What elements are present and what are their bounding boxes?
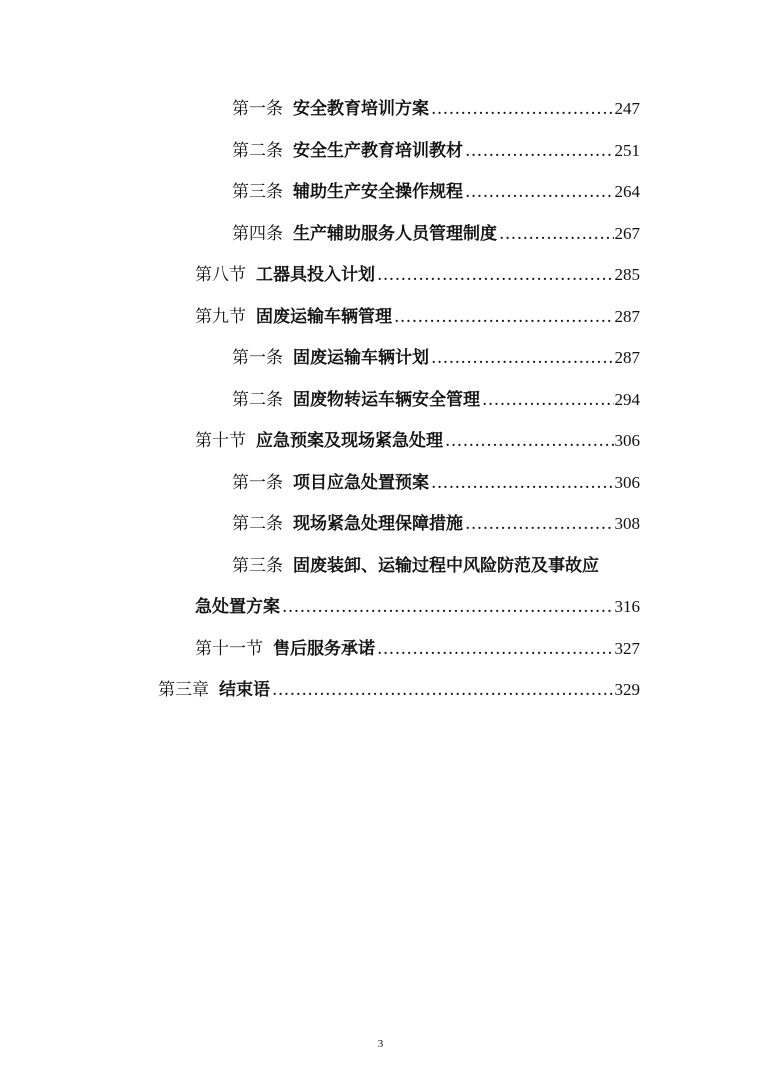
toc-entry-title: 项目应急处置预案 xyxy=(293,473,429,493)
toc-entry-title: 生产辅助服务人员管理制度 xyxy=(293,224,497,244)
toc-entry-number: 第一条 xyxy=(232,99,283,119)
toc-entry-page: 294 xyxy=(614,390,640,409)
toc-entry[interactable] xyxy=(158,679,640,701)
toc-entry-title: 安全教育培训方案 xyxy=(293,99,429,119)
toc-entry-page: 267 xyxy=(614,224,640,243)
toc-entry-continuation[interactable] xyxy=(195,596,640,618)
toc-entry-title: 固废运输车辆管理 xyxy=(256,307,392,327)
toc-entry-number: 第二条 xyxy=(232,141,283,161)
toc-entry[interactable] xyxy=(195,638,640,660)
leader-dots xyxy=(431,347,614,369)
leader-dots xyxy=(465,140,614,162)
toc-entry-title: 辅助生产安全操作规程 xyxy=(293,182,463,202)
toc-entry-page: 316 xyxy=(614,597,640,616)
leader-dots xyxy=(431,472,614,494)
toc-entry[interactable] xyxy=(232,347,640,369)
toc-entry-page: 287 xyxy=(614,307,640,326)
leader-dots xyxy=(482,389,614,411)
toc-entry-title: 售后服务承诺 xyxy=(273,639,375,659)
toc-entry-title-continuation: 急处置方案 xyxy=(195,597,280,617)
leader-dots xyxy=(377,264,614,286)
toc-entry-page: 287 xyxy=(614,348,640,367)
toc-entry[interactable] xyxy=(232,181,640,203)
toc-entry-title: 固废物转运车辆安全管理 xyxy=(293,390,480,410)
toc-entry-number: 第八节 xyxy=(195,265,246,285)
toc-entry-number: 第十一节 xyxy=(195,639,263,659)
toc-entry-number: 第二条 xyxy=(232,390,283,410)
leader-dots xyxy=(465,513,614,535)
toc-entry[interactable] xyxy=(232,140,640,162)
toc-entry[interactable] xyxy=(195,264,640,286)
leader-dots xyxy=(431,98,614,120)
leader-dots xyxy=(465,181,614,203)
toc-entry-number: 第三章 xyxy=(158,680,209,700)
toc-entry-page: 285 xyxy=(614,265,640,284)
toc-entry-title: 安全生产教育培训教材 xyxy=(293,141,463,161)
toc-entry-number: 第四条 xyxy=(232,224,283,244)
toc-entry[interactable] xyxy=(232,98,640,120)
toc-entry[interactable] xyxy=(232,223,640,245)
leader-dots xyxy=(445,430,614,452)
toc-entry-title: 结束语 xyxy=(219,680,270,700)
toc-entry-title: 应急预案及现场紧急处理 xyxy=(256,431,443,451)
toc-entry[interactable] xyxy=(195,430,640,452)
toc-entry[interactable] xyxy=(232,513,640,535)
toc-entry-number: 第三条 xyxy=(232,182,283,202)
toc-entry-number: 第九节 xyxy=(195,307,246,327)
leader-dots xyxy=(282,596,614,618)
toc-entry-title: 固废运输车辆计划 xyxy=(293,348,429,368)
toc-entry-page: 251 xyxy=(614,141,640,160)
toc-entry-number: 第十节 xyxy=(195,431,246,451)
toc-entry-number: 第一条 xyxy=(232,348,283,368)
toc-entry[interactable] xyxy=(195,306,640,328)
toc-entry-number: 第三条 xyxy=(232,556,283,576)
toc-entry-page: 306 xyxy=(614,431,640,450)
page-number: 3 xyxy=(377,1038,384,1050)
toc-entry-page: 306 xyxy=(614,473,640,492)
leader-dots xyxy=(394,306,614,328)
toc-entry-title: 固废装卸、运输过程中风险防范及事故应 xyxy=(293,556,599,576)
toc-entry-page: 327 xyxy=(614,639,640,658)
toc-entry-page: 247 xyxy=(614,99,640,118)
toc-entry-wrapped[interactable] xyxy=(232,555,599,577)
toc-entry-title: 工器具投入计划 xyxy=(256,265,375,285)
toc-entry-number: 第二条 xyxy=(232,514,283,534)
toc-entry-title: 现场紧急处理保障措施 xyxy=(293,514,463,534)
toc-entry-page: 264 xyxy=(614,182,640,201)
toc-entry[interactable] xyxy=(232,389,640,411)
leader-dots xyxy=(272,679,614,701)
leader-dots xyxy=(499,223,614,245)
toc-entry-page: 308 xyxy=(614,514,640,533)
toc-entry-page: 329 xyxy=(614,680,640,699)
toc-entry[interactable] xyxy=(232,472,640,494)
toc-entry-number: 第一条 xyxy=(232,473,283,493)
leader-dots xyxy=(377,638,614,660)
